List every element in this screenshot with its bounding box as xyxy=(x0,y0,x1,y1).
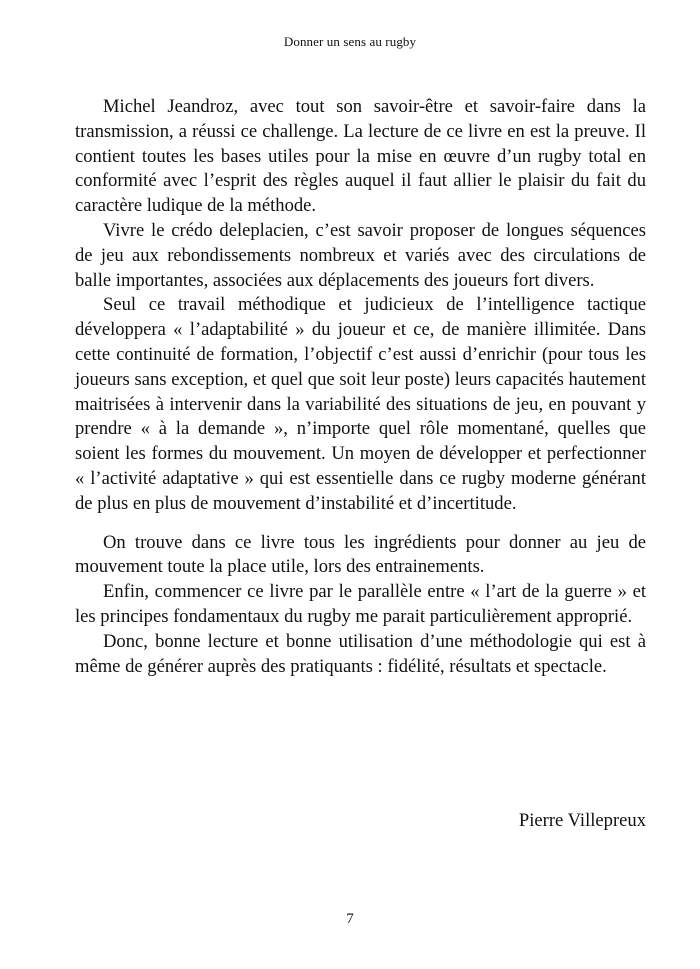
paragraph-5: Enfin, commencer ce livre par le parallèle entre « l’art de la guerre » et les principes fondamentaux du rugby me parait particulièrement approprié. xyxy=(75,581,646,627)
paragraph-6: Donc, bonne lecture et bonne utilisation d’une méthodologie qui est à même de générer auprès des pratiquants : fidélité, résultats et spectacle. xyxy=(75,630,646,677)
paragraph-2: Vivre le crédo deleplacien, c’est savoir proposer de longues séquences de jeu aux rebondissements nombreux et variés avec des circulations de balle importantes, associées aux déplacements des joueurs fort divers. xyxy=(75,219,646,291)
page-number: 7 xyxy=(346,911,354,927)
author-signature: Pierre Villepreux xyxy=(518,810,646,831)
running-header: Donner un sens au rugby xyxy=(283,34,417,49)
paragraph-3: Seul ce travail méthodique et judicieux de l’intelligence tactique développera « l’adaptabilité » du joueur et ce, de manière illimitée. Dans cette continuité de formation, l’objectif c’est aussi d’enrichir (pour tous les joueurs sans exception, et quel que soit leur poste) leurs capacités hautement maitrisées à intervenir dans la variabilité des situations de jeu, en pouvant y prendre « à la demande », n’importe quel rôle momentané, quelles que soient les formes du mouvement. Un moyen de développer et perfectionner « l’activité adaptative » qui est essentielle dans ce rugby moderne générant de plus en plus de mouvement d’instabilité et d’incertitude. xyxy=(75,294,646,514)
body-text xyxy=(75,95,646,679)
paragraph-1: Michel Jeandroz, avec tout son savoir-être et savoir-faire dans la transmission, a réussi ce challenge. La lecture de ce livre en est la preuve. Il contient toutes les bases utiles pour la mise en œuvre d’un rugby total en conformité avec l’esprit des règles auquel il faut allier le plaisir du fait du caractère ludique de la méthode. xyxy=(75,96,646,217)
paragraph-4: On trouve dans ce livre tous les ingrédients pour donner au jeu de mouvement toute la place utile, lors des entrainements. xyxy=(75,531,646,578)
